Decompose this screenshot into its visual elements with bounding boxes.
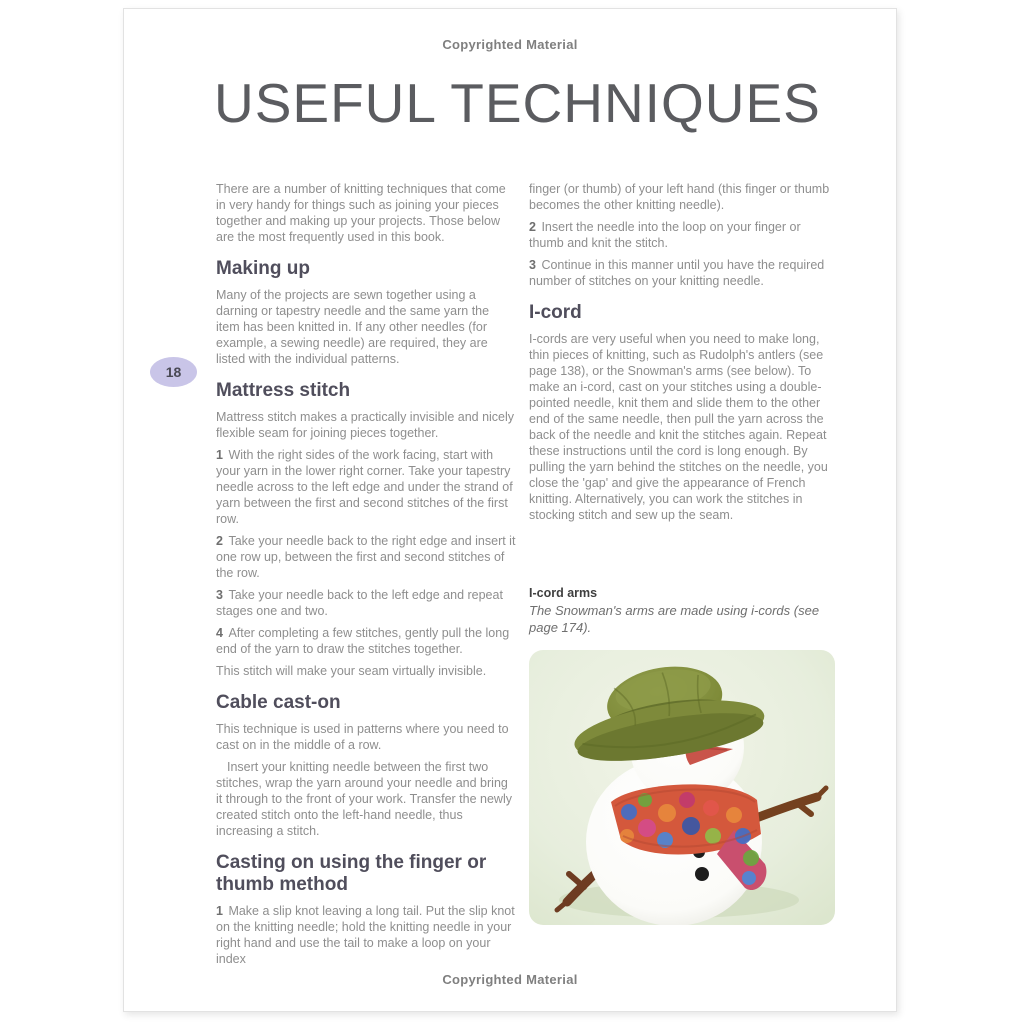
step-text: Take your needle back to the left edge and repeat stages one and two. [216,588,503,618]
caption-text: The Snowman's arms are made using i-cords (see page 174). [529,603,820,635]
intro-paragraph: There are a number of knitting techniques that come in very handy for things such as joining your pieces together and making up your projects. Those below are the most frequently used in this book. [216,182,506,244]
page-number-badge [150,357,197,387]
heading-cable-cast-on: Cable cast-on [216,692,341,713]
step-text: Insert the needle into the loop on your finger or thumb and knit the stitch. [529,220,801,250]
step-text: Continue in this manner until you have the required number of stitches on your knitting needle. [529,258,825,288]
mattress-closing: This stitch will make your seam virtually invisible. [216,664,487,678]
step-text: Make a slip knot leaving a long tail. Put the slip knot on the knitting needle; hold the knitting needle in your right hand and use the tail to make a loop on your index [216,904,515,966]
step-text: Take your needle back to the right edge and insert it one row up, between the first and second stitches of the row. [216,534,516,580]
mattress-step-3 [216,587,516,619]
page-number: 18 [165,364,182,380]
step-text: After completing a few stitches, gently pull the long end of the yarn to draw the stitches together. [216,626,510,656]
left-column [216,181,516,973]
copyright-notice-top: Copyrighted Material [442,37,578,52]
i-cord-body: I-cords are very useful when you need to make long, thin pieces of knitting, such as Rudolph's antlers (see page 138), or the Snowman's arms (see below). To make an i-cord, cast on your stitches using a double-pointed needle, knit them and slide them to the other end of the same needle, then pull the yarn across the back of the needle and knit the stitches again. Repeat these instructions until the cord is long enough. By pulling the yarn behind the stitches on the needle, you close the 'gap' and give the appearance of French knitting. Alternatively, you can work the stitches in stocking stitch and sew up the seam. [529,332,828,522]
casting-step-1 [216,903,516,967]
cable-body-2: Insert your knitting needle between the first two stitches, wrap the yarn around your needle and bring it through to the front of your work. Transfer the newly created stitch onto the left-hand needle, thus increasing a stitch. [216,760,512,838]
page-title: USEFUL TECHNIQUES [214,72,821,134]
step-number: 3 [216,588,227,602]
casting-step-1-continued: finger (or thumb) of your left hand (this finger or thumb becomes the other knitting needle). [529,182,830,212]
caption-title: I-cord arms [529,586,598,600]
casting-step-3 [529,257,832,289]
mattress-step-2 [216,533,516,581]
step-text: With the right sides of the work facing, start with your yarn in the lower right corner. Take your tapestry needle across to the left edge and under the strand of yarn between the first and second stitches of the first row. [216,448,513,526]
step-number: 2 [529,220,540,234]
heading-mattress-stitch: Mattress stitch [216,380,351,401]
right-column [529,181,832,925]
step-number: 3 [529,258,540,272]
photo-caption [529,585,832,636]
mattress-step-4 [216,625,516,657]
making-up-body: Many of the projects are sewn together using a darning or tapestry needle and the same yarn the item has been knitted in. If any other needles (for example, a sewing needle) are required, they are listed with the individual patterns. [216,288,490,366]
mattress-step-1 [216,447,516,527]
step-number: 2 [216,534,227,548]
step-number: 4 [216,626,227,640]
snowman-photo [529,650,835,925]
step-number: 1 [216,904,227,918]
button [695,867,709,881]
casting-step-2 [529,219,832,251]
copyright-notice-bottom: Copyrighted Material [442,972,578,987]
heading-casting-on: Casting on using the finger or thumb method [216,852,487,895]
step-number: 1 [216,448,227,462]
heading-i-cord: I-cord [529,302,582,323]
heading-making-up: Making up [216,258,310,279]
cable-body-1: This technique is used in patterns where you need to cast on in the middle of a row. [216,722,509,752]
mattress-body: Mattress stitch makes a practically invisible and nicely flexible seam for joining pieces together. [216,410,515,440]
book-page [123,8,897,1012]
